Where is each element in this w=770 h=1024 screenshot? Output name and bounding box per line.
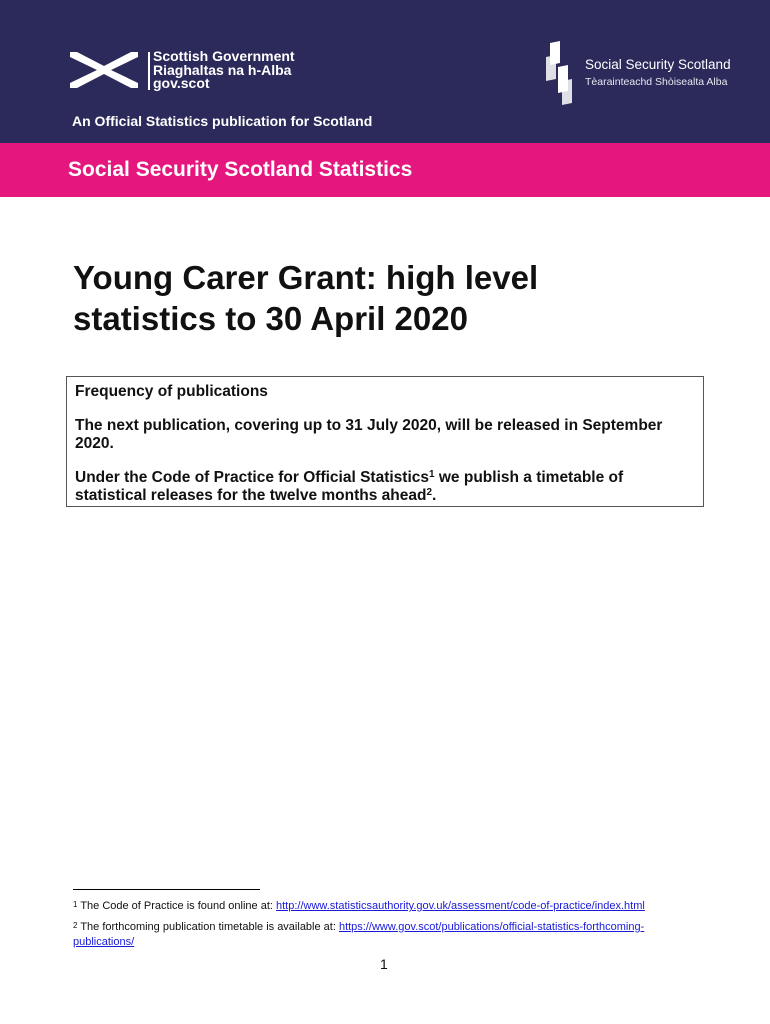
sg-logo-line-gaelic: Riaghaltas na h-Alba bbox=[153, 61, 292, 78]
footnote-2 bbox=[73, 920, 693, 950]
footnote-1-link[interactable]: http://www.statisticsauthority.gov.uk/assessment/code-of-practice/index.html bbox=[275, 900, 645, 912]
footnote-2-number: 2 bbox=[73, 921, 78, 930]
saltire-flag-icon bbox=[70, 52, 138, 88]
document-title bbox=[73, 257, 693, 339]
footnote-2-text: The forthcoming publication timetable is available at: bbox=[80, 921, 339, 933]
code-of-practice-text bbox=[75, 469, 695, 505]
next-publication-text: The next publication, covering up to 31 July 2020, will be released in September 2020. bbox=[75, 417, 663, 452]
footnote-1-number: 1 bbox=[73, 900, 78, 909]
social-security-scotland-logo[interactable] bbox=[544, 41, 764, 107]
sg-logo-line-english: Scottish Government bbox=[153, 48, 295, 64]
sss-logo-title: Social Security Scotland bbox=[585, 57, 731, 72]
footnote-ref-2[interactable]: 2 bbox=[426, 487, 433, 498]
document-title-line-2: statistics to 30 April 2020 bbox=[73, 300, 468, 337]
footnote-2-link[interactable]: https://www.gov.scot/publications/official-statistics-forthcoming-publications/ bbox=[73, 921, 645, 948]
banner-title: Social Security Scotland Statistics bbox=[68, 158, 413, 181]
box-heading: Frequency of publications bbox=[75, 383, 268, 400]
publication-frequency-box bbox=[66, 376, 704, 507]
social-security-scotland-logo-icon bbox=[544, 41, 576, 105]
document-title-line-1: Young Carer Grant: high level bbox=[73, 259, 539, 296]
code-of-practice-text-end: . bbox=[432, 487, 437, 504]
code-of-practice-text-middle: we publish a timetable of statistical releases for the twelve months ahead bbox=[75, 469, 624, 504]
footnote-1-text: The Code of Practice is found online at: bbox=[80, 900, 276, 912]
sg-logo-text bbox=[153, 50, 295, 91]
scottish-government-logo[interactable] bbox=[70, 50, 310, 92]
footnote-divider bbox=[73, 889, 260, 890]
official-statistics-statement: An Official Statistics publication for Scotland bbox=[72, 113, 373, 129]
footnote-1 bbox=[73, 899, 693, 914]
page-number: 1 bbox=[380, 956, 388, 972]
code-of-practice-text-start: Under the Code of Practice for Official Statistics bbox=[75, 469, 429, 486]
sg-logo-line-domain: gov.scot bbox=[153, 75, 210, 91]
sss-logo-subtitle: Tèarainteachd Shòisealta Alba bbox=[585, 76, 728, 88]
logo-divider bbox=[148, 52, 150, 90]
footnote-ref-1[interactable]: 1 bbox=[429, 469, 435, 480]
